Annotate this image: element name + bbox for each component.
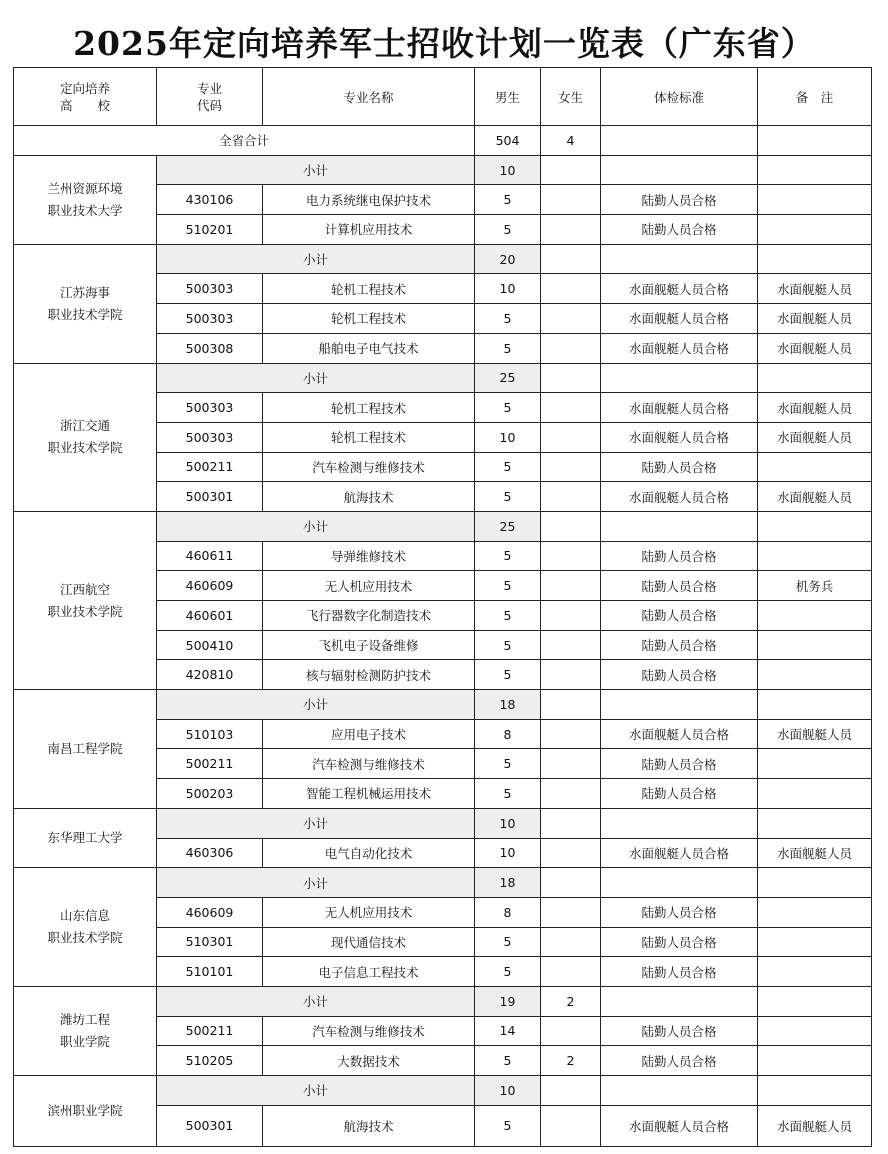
cell-name: 轮机工程技术	[263, 304, 475, 334]
cell-name: 汽车检测与维修技术	[263, 1016, 475, 1046]
cell-name: 导弹维修技术	[263, 541, 475, 571]
cell-code: 500308	[157, 333, 263, 363]
cell-physical: 陆勤人员合格	[601, 1016, 758, 1046]
cell-code: 430106	[157, 185, 263, 215]
cell-notes	[758, 541, 872, 571]
subtotal-row	[14, 868, 872, 898]
school-name-line: 职业技术大学	[47, 202, 123, 218]
subtotal-label: 小计	[157, 868, 475, 898]
cell-male: 5	[475, 333, 541, 363]
cell-male: 5	[475, 749, 541, 779]
cell-name: 无人机应用技术	[263, 571, 475, 601]
header-notes: 备 注	[758, 68, 872, 126]
cell-code: 460611	[157, 541, 263, 571]
cell-notes	[758, 1016, 872, 1046]
cell-name: 计算机应用技术	[263, 215, 475, 245]
cell-male: 10	[475, 422, 541, 452]
cell-male: 5	[475, 927, 541, 957]
subtotal-notes	[758, 986, 872, 1016]
school-name	[14, 511, 157, 689]
school-name	[14, 986, 157, 1075]
cell-female	[541, 333, 601, 363]
cell-male: 5	[475, 541, 541, 571]
header-physical: 体检标准	[601, 68, 758, 126]
subtotal-female	[541, 690, 601, 720]
cell-name: 轮机工程技术	[263, 422, 475, 452]
cell-code: 460601	[157, 601, 263, 631]
cell-notes	[758, 1046, 872, 1076]
cell-female	[541, 185, 601, 215]
cell-male: 5	[475, 601, 541, 631]
cell-male: 5	[475, 452, 541, 482]
header-major-name: 专业名称	[263, 68, 475, 126]
cell-physical: 水面舰艇人员合格	[601, 274, 758, 304]
cell-notes: 机务兵	[758, 571, 872, 601]
cell-female	[541, 957, 601, 987]
cell-name: 船舶电子电气技术	[263, 333, 475, 363]
cell-notes	[758, 630, 872, 660]
subtotal-female	[541, 808, 601, 838]
cell-code: 500303	[157, 304, 263, 334]
cell-physical: 陆勤人员合格	[601, 927, 758, 957]
subtotal-female	[541, 244, 601, 274]
cell-physical: 水面舰艇人员合格	[601, 719, 758, 749]
cell-physical: 水面舰艇人员合格	[601, 838, 758, 868]
cell-name: 航海技术	[263, 482, 475, 512]
cell-male: 10	[475, 838, 541, 868]
cell-name: 核与辐射检测防护技术	[263, 660, 475, 690]
subtotal-notes	[758, 511, 872, 541]
page-title: 2025年定向培养军士招收计划一览表（广东省）	[73, 24, 815, 63]
cell-female	[541, 897, 601, 927]
subtotal-physical	[601, 363, 758, 393]
subtotal-physical	[601, 1076, 758, 1106]
header-school	[14, 68, 157, 126]
cell-notes	[758, 185, 872, 215]
cell-name: 飞行器数字化制造技术	[263, 601, 475, 631]
cell-notes: 水面舰艇人员	[758, 482, 872, 512]
cell-name: 轮机工程技术	[263, 274, 475, 304]
cell-name: 无人机应用技术	[263, 897, 475, 927]
school-name-line: 滨州职业学院	[47, 1102, 123, 1118]
cell-male: 14	[475, 1016, 541, 1046]
province-total-notes	[758, 126, 872, 156]
school-name-line: 东华理工大学	[47, 830, 123, 845]
subtotal-notes	[758, 808, 872, 838]
province-total-male: 504	[475, 126, 541, 156]
cell-female	[541, 541, 601, 571]
school-name-line: 浙江交通	[59, 418, 110, 434]
cell-female	[541, 393, 601, 423]
school-name	[14, 1076, 157, 1147]
cell-male: 5	[475, 1105, 541, 1146]
cell-code: 500211	[157, 452, 263, 482]
cell-female	[541, 571, 601, 601]
cell-code: 460609	[157, 571, 263, 601]
cell-notes	[758, 601, 872, 631]
cell-name: 智能工程机械运用技术	[263, 779, 475, 809]
subtotal-row	[14, 155, 872, 185]
cell-name: 电气自动化技术	[263, 838, 475, 868]
header-code	[157, 68, 263, 126]
cell-male: 5	[475, 185, 541, 215]
cell-notes: 水面舰艇人员	[758, 274, 872, 304]
cell-notes	[758, 749, 872, 779]
cell-name: 轮机工程技术	[263, 393, 475, 423]
subtotal-physical	[601, 511, 758, 541]
cell-code: 510201	[157, 215, 263, 245]
cell-physical: 水面舰艇人员合格	[601, 393, 758, 423]
cell-female	[541, 719, 601, 749]
cell-code: 500301	[157, 1105, 263, 1146]
cell-male: 5	[475, 779, 541, 809]
cell-physical: 水面舰艇人员合格	[601, 482, 758, 512]
cell-notes	[758, 897, 872, 927]
subtotal-row	[14, 363, 872, 393]
cell-notes: 水面舰艇人员	[758, 333, 872, 363]
cell-male: 10	[475, 274, 541, 304]
subtotal-label: 小计	[157, 244, 475, 274]
header-code-line1: 专业	[196, 80, 222, 96]
cell-code: 500303	[157, 274, 263, 304]
cell-male: 8	[475, 897, 541, 927]
cell-physical: 陆勤人员合格	[601, 571, 758, 601]
subtotal-male: 25	[475, 511, 541, 541]
cell-physical: 陆勤人员合格	[601, 897, 758, 927]
subtotal-female	[541, 1076, 601, 1106]
cell-code: 420810	[157, 660, 263, 690]
school-name-line: 山东信息	[59, 908, 110, 924]
school-name-line: 职业技术学院	[47, 306, 123, 322]
subtotal-row	[14, 244, 872, 274]
cell-physical: 陆勤人员合格	[601, 541, 758, 571]
cell-name: 应用电子技术	[263, 719, 475, 749]
province-total-female: 4	[541, 126, 601, 156]
cell-physical: 水面舰艇人员合格	[601, 422, 758, 452]
subtotal-label: 小计	[157, 363, 475, 393]
subtotal-label: 小计	[157, 690, 475, 720]
cell-notes: 水面舰艇人员	[758, 393, 872, 423]
subtotal-row	[14, 986, 872, 1016]
subtotal-notes	[758, 868, 872, 898]
cell-name: 电子信息工程技术	[263, 957, 475, 987]
cell-code: 500303	[157, 422, 263, 452]
cell-physical: 水面舰艇人员合格	[601, 333, 758, 363]
school-name	[14, 868, 157, 987]
cell-female	[541, 838, 601, 868]
subtotal-male: 18	[475, 868, 541, 898]
cell-male: 5	[475, 393, 541, 423]
cell-code: 500211	[157, 749, 263, 779]
cell-physical: 陆勤人员合格	[601, 185, 758, 215]
subtotal-label: 小计	[157, 1076, 475, 1106]
subtotal-female	[541, 155, 601, 185]
cell-physical: 水面舰艇人员合格	[601, 1105, 758, 1146]
school-name	[14, 808, 157, 867]
cell-physical: 水面舰艇人员合格	[601, 304, 758, 334]
subtotal-row	[14, 808, 872, 838]
header-row	[14, 68, 872, 126]
header-male: 男生	[475, 68, 541, 126]
cell-male: 5	[475, 215, 541, 245]
cell-physical: 陆勤人员合格	[601, 452, 758, 482]
cell-female	[541, 1016, 601, 1046]
subtotal-notes	[758, 244, 872, 274]
cell-name: 汽车检测与维修技术	[263, 452, 475, 482]
province-total-label: 全省合计	[14, 126, 475, 156]
cell-code: 500301	[157, 482, 263, 512]
subtotal-male: 20	[475, 244, 541, 274]
cell-notes: 水面舰艇人员	[758, 1105, 872, 1146]
cell-code: 460306	[157, 838, 263, 868]
cell-name: 电力系统继电保护技术	[263, 185, 475, 215]
cell-code: 500303	[157, 393, 263, 423]
cell-code: 510101	[157, 957, 263, 987]
cell-female	[541, 630, 601, 660]
cell-physical: 陆勤人员合格	[601, 215, 758, 245]
cell-name: 飞机电子设备维修	[263, 630, 475, 660]
cell-female	[541, 927, 601, 957]
cell-female	[541, 601, 601, 631]
subtotal-male: 18	[475, 690, 541, 720]
subtotal-physical	[601, 868, 758, 898]
subtotal-physical	[601, 808, 758, 838]
school-name-line: 潍坊工程	[59, 1011, 110, 1027]
recruitment-plan-table	[13, 67, 872, 1147]
subtotal-label: 小计	[157, 155, 475, 185]
subtotal-male: 19	[475, 986, 541, 1016]
subtotal-male: 10	[475, 808, 541, 838]
cell-notes	[758, 660, 872, 690]
school-name-line: 职业学院	[59, 1033, 110, 1049]
subtotal-female	[541, 511, 601, 541]
cell-code: 510301	[157, 927, 263, 957]
school-name-line: 南昌工程学院	[47, 740, 123, 756]
cell-notes	[758, 779, 872, 809]
subtotal-female: 2	[541, 986, 601, 1016]
cell-code: 510103	[157, 719, 263, 749]
subtotal-notes	[758, 155, 872, 185]
cell-female	[541, 1105, 601, 1146]
cell-female	[541, 304, 601, 334]
subtotal-label: 小计	[157, 986, 475, 1016]
cell-male: 5	[475, 482, 541, 512]
cell-notes	[758, 927, 872, 957]
cell-female	[541, 749, 601, 779]
cell-code: 500211	[157, 1016, 263, 1046]
school-name-line: 职业技术学院	[47, 440, 123, 456]
cell-physical: 陆勤人员合格	[601, 630, 758, 660]
subtotal-physical	[601, 155, 758, 185]
subtotal-notes	[758, 1076, 872, 1106]
subtotal-physical	[601, 690, 758, 720]
cell-notes	[758, 957, 872, 987]
cell-physical: 陆勤人员合格	[601, 1046, 758, 1076]
province-total-physical	[601, 126, 758, 156]
cell-female	[541, 779, 601, 809]
cell-notes: 水面舰艇人员	[758, 838, 872, 868]
school-name	[14, 363, 157, 511]
cell-code: 510205	[157, 1046, 263, 1076]
cell-female	[541, 215, 601, 245]
cell-male: 5	[475, 304, 541, 334]
cell-code: 500203	[157, 779, 263, 809]
school-name	[14, 155, 157, 244]
cell-code: 460609	[157, 897, 263, 927]
cell-female	[541, 660, 601, 690]
cell-name: 大数据技术	[263, 1046, 475, 1076]
header-school-line2: 高 校	[59, 97, 110, 113]
subtotal-female	[541, 363, 601, 393]
cell-physical: 陆勤人员合格	[601, 779, 758, 809]
cell-female	[541, 482, 601, 512]
province-total-row	[14, 126, 872, 156]
cell-notes: 水面舰艇人员	[758, 304, 872, 334]
cell-notes: 水面舰艇人员	[758, 422, 872, 452]
header-school-line1: 定向培养	[59, 80, 110, 96]
school-name-line: 江西航空	[59, 581, 110, 597]
school-name-line: 江苏海事	[59, 284, 110, 300]
cell-name: 汽车检测与维修技术	[263, 749, 475, 779]
header-female: 女生	[541, 68, 601, 126]
school-name	[14, 244, 157, 363]
cell-male: 5	[475, 660, 541, 690]
subtotal-label: 小计	[157, 808, 475, 838]
subtotal-physical	[601, 986, 758, 1016]
cell-physical: 陆勤人员合格	[601, 749, 758, 779]
cell-female: 2	[541, 1046, 601, 1076]
cell-physical: 陆勤人员合格	[601, 660, 758, 690]
school-name-line: 职业技术学院	[47, 930, 123, 946]
subtotal-row	[14, 1076, 872, 1106]
cell-physical: 陆勤人员合格	[601, 957, 758, 987]
cell-male: 5	[475, 957, 541, 987]
cell-female	[541, 422, 601, 452]
subtotal-notes	[758, 690, 872, 720]
cell-female	[541, 274, 601, 304]
subtotal-label: 小计	[157, 511, 475, 541]
cell-name: 航海技术	[263, 1105, 475, 1146]
subtotal-row	[14, 511, 872, 541]
subtotal-male: 10	[475, 155, 541, 185]
cell-male: 5	[475, 571, 541, 601]
cell-name: 现代通信技术	[263, 927, 475, 957]
school-name	[14, 690, 157, 809]
subtotal-female	[541, 868, 601, 898]
cell-physical: 陆勤人员合格	[601, 601, 758, 631]
cell-notes	[758, 215, 872, 245]
subtotal-physical	[601, 244, 758, 274]
header-code-line2: 代码	[196, 97, 222, 113]
cell-code: 500410	[157, 630, 263, 660]
cell-female	[541, 452, 601, 482]
school-name-line: 职业技术学院	[47, 603, 123, 619]
cell-male: 5	[475, 1046, 541, 1076]
cell-notes	[758, 452, 872, 482]
cell-male: 5	[475, 630, 541, 660]
subtotal-row	[14, 690, 872, 720]
cell-male: 8	[475, 719, 541, 749]
subtotal-male: 25	[475, 363, 541, 393]
cell-notes: 水面舰艇人员	[758, 719, 872, 749]
subtotal-notes	[758, 363, 872, 393]
school-name-line: 兰州资源环境	[47, 180, 123, 196]
subtotal-male: 10	[475, 1076, 541, 1106]
